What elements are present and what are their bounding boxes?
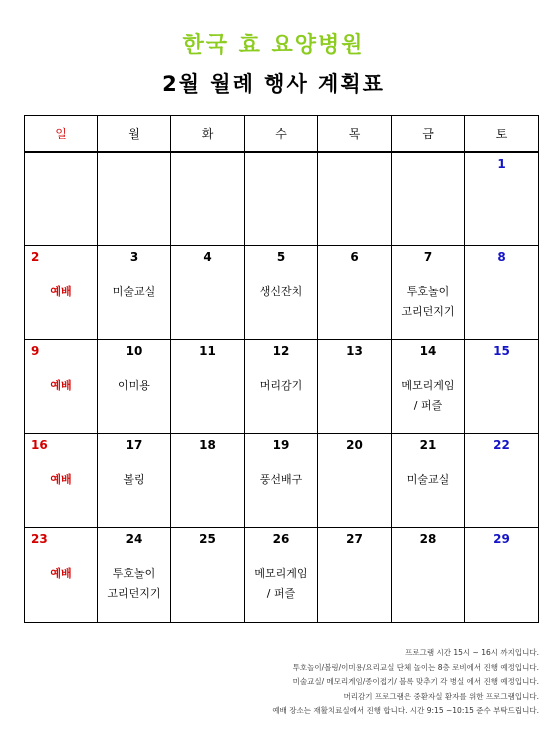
event-label: 메모리게임 / 퍼즐 — [254, 567, 308, 600]
note-line: 투호놀이/볼링/이미용/요리교실 단체 놀이는 8층 로비에서 진행 예정입니다. — [292, 662, 539, 672]
day-cell — [318, 246, 392, 340]
day-cell — [465, 340, 539, 434]
event-label: 투호놀이 고리던지기 — [107, 567, 161, 600]
day-cell — [465, 246, 539, 340]
day-number: 14 — [419, 344, 437, 358]
week-row — [25, 152, 539, 246]
day-number: 2 — [31, 250, 40, 264]
event-label: 메모리게임 / 퍼즐 — [401, 379, 455, 412]
day-cell — [98, 434, 171, 528]
day-number: 1 — [497, 157, 506, 171]
note-line: 프로그램 시간 15시 ~ 16시 까지입니다. — [405, 648, 539, 657]
event-label: 이미용 — [118, 379, 150, 392]
day-cell — [392, 528, 465, 623]
day-cell — [245, 152, 318, 246]
day-cell — [318, 434, 392, 528]
day-number: 25 — [199, 532, 216, 546]
notes — [9, 646, 539, 719]
day-number: 8 — [497, 250, 506, 264]
day-number: 12 — [272, 344, 290, 358]
day-number: 15 — [493, 344, 510, 358]
weekday-header-row — [25, 116, 539, 153]
day-cell — [245, 246, 318, 340]
day-cell — [171, 434, 245, 528]
note-line: 머리감기 프로그램은 중환자실 환자를 위한 프로그램입니다. — [343, 691, 539, 701]
day-number: 13 — [346, 344, 363, 358]
event-label: 예배 — [50, 567, 72, 580]
day-number: 9 — [31, 344, 40, 358]
day-number: 22 — [493, 438, 510, 452]
day-cell — [465, 528, 539, 623]
day-cell — [25, 528, 98, 623]
day-number: 4 — [203, 250, 212, 264]
day-cell — [245, 340, 318, 434]
day-cell — [171, 246, 245, 340]
day-cell — [25, 434, 98, 528]
weekday-header: 목 — [318, 116, 392, 153]
week-row — [25, 434, 539, 528]
day-number: 21 — [419, 438, 437, 452]
day-cell — [98, 528, 171, 623]
day-number: 16 — [31, 438, 48, 452]
event-label: 투호놀이 고리던지기 — [401, 285, 455, 318]
week-row — [25, 246, 539, 340]
event-label: 미술교실 — [112, 285, 156, 298]
event-label: 예배 — [50, 379, 72, 392]
event-label: 예배 — [50, 473, 72, 486]
day-cell — [171, 152, 245, 246]
day-cell — [171, 340, 245, 434]
day-cell — [98, 152, 171, 246]
event-label: 예배 — [50, 285, 72, 298]
day-number: 26 — [272, 532, 290, 546]
note-line: 미술교실/ 메모리게임/종이접기/ 블록 맞추기 각 병실 에서 진행 예정입니다. — [292, 677, 539, 686]
day-cell — [98, 246, 171, 340]
day-cell — [318, 340, 392, 434]
day-number: 27 — [346, 532, 363, 546]
event-label: 풍선배구 — [259, 473, 303, 486]
day-cell — [245, 528, 318, 623]
day-number: 6 — [350, 250, 359, 264]
day-number: 29 — [493, 532, 510, 546]
event-label: 볼링 — [123, 473, 145, 486]
event-label: 머리감기 — [259, 379, 303, 392]
day-cell — [25, 152, 98, 246]
day-cell — [98, 340, 171, 434]
day-number: 19 — [272, 438, 290, 452]
page-title: 2월 월례 행사 계획표 — [162, 72, 385, 96]
weekday-header: 토 — [465, 116, 539, 153]
weekday-header: 금 — [392, 116, 465, 153]
day-cell — [25, 246, 98, 340]
week-row — [25, 528, 539, 623]
day-cell — [25, 340, 98, 434]
day-number: 7 — [423, 250, 433, 264]
event-calendar — [24, 115, 539, 623]
day-number: 17 — [125, 438, 143, 452]
day-cell — [392, 434, 465, 528]
day-number: 5 — [276, 250, 286, 264]
day-number: 18 — [199, 438, 216, 452]
day-cell — [318, 152, 392, 246]
day-cell — [392, 152, 465, 246]
weekday-header: 화 — [171, 116, 245, 153]
event-label: 생신잔치 — [259, 285, 303, 298]
day-number: 28 — [419, 532, 437, 546]
day-number: 20 — [346, 438, 363, 452]
weekday-header: 일 — [25, 116, 98, 153]
day-number: 11 — [199, 344, 216, 358]
day-cell — [465, 152, 539, 246]
weekday-header: 월 — [98, 116, 171, 153]
day-number: 10 — [125, 344, 143, 358]
day-number: 24 — [125, 532, 143, 546]
day-number: 3 — [129, 250, 139, 264]
day-cell — [392, 246, 465, 340]
day-cell — [171, 528, 245, 623]
day-cell — [392, 340, 465, 434]
note-line: 예배 장소는 재활치료실에서 진행 합니다. 시간 9:15 ~10:15 준수 부탁드립니다. — [272, 706, 539, 715]
day-cell — [318, 528, 392, 623]
weekday-header: 수 — [245, 116, 318, 153]
day-number: 23 — [31, 532, 48, 546]
hospital-name: 한국 효 요양병원 — [182, 33, 365, 58]
week-row — [25, 340, 539, 434]
day-cell — [245, 434, 318, 528]
event-label: 미술교실 — [406, 473, 450, 486]
day-cell — [465, 434, 539, 528]
